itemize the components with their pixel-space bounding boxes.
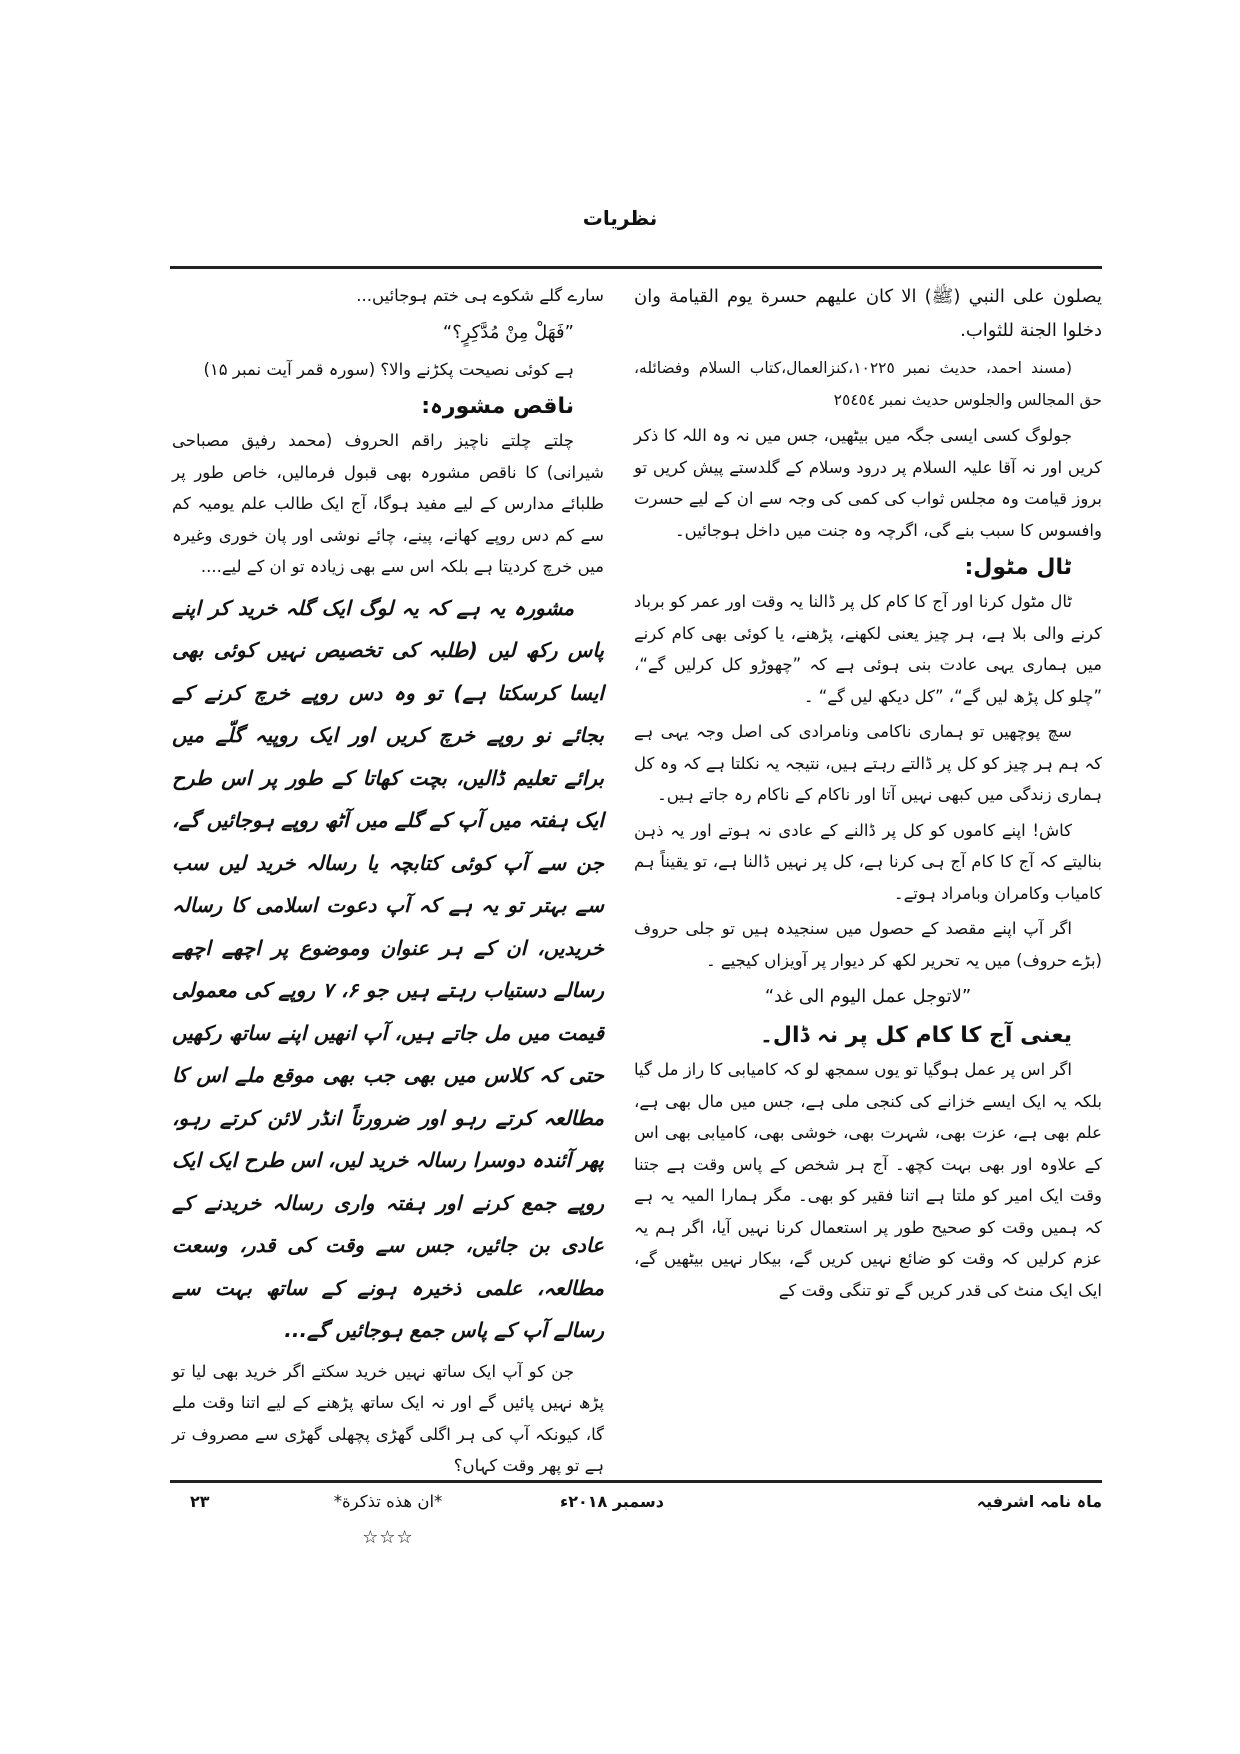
paragraph: چلتے چلتے ناچیز راقم الحروف (محمد رفیق مصباحی شیرانی) کا ناقص مشورہ بھی قبول فرمالیں، خاص طور پر طلبائے مدارس کے لیے مفید ہوگا، آج ایک طالب علم یومیہ کم سے کم دس روپے کھانے، پینے، چائے نوشی اور پان خوری وغیرہ میں خرچ کردیتا ہے بلکہ اس سے بھی زیادہ تو ان کے لیے.... <box>172 431 604 576</box>
verse-translation: ہے کوئی نصیحت پکڑنے والا؟ (سورہ قمر آیت نمبر ۱۵) <box>203 359 574 379</box>
paragraph: جولوگ کسی ایسی جگہ میں بیٹھیں، جس میں نہ وہ اللہ کا ذکر کریں اور نہ آقا علیہ السلام پر درود وسلام کے گلدستے پیش کریں تو بروز قیامت وہ مجلس ثواب کی کمی کی وجہ سے ان کے لیے حسرت وافسوس کا سبب بنے گی، اگرچہ وہ جنت میں داخل ہوجائیں۔ <box>634 426 1102 540</box>
paragraph: سچ پوچھیں تو ہماری ناکامی ونامرادی کی اصل وجہ یہی ہے کہ ہم ہر چیز کو کل پر ڈالتے رہتے ہیں، نتیجہ یہ نکلتا ہے کہ وہ کل ہماری زندگی میں کبھی نہیں آتا اور ناکام کے ناکام رہ جاتے ہیں۔ <box>634 722 1102 804</box>
paragraph: ٹال مٹول کرنا اور آج کا کام کل پر ڈالنا یہ وقت اور عمر کو برباد کرنے والی بلا ہے، ہر چیز یعنی لکھنے، پڑھنے، یا کوئی بھی کام کرنے میں ہماری یہی عادت بنی ہوئی ہے کہ ”چھوڑو کل کرلیں گے“، ”چلو کل پڑھ لیں گے“، ”کل دیکھ لیں گے“ ۔ <box>634 592 1102 706</box>
section-heading: ٹال مٹول: <box>964 555 1072 580</box>
left-column <box>172 280 604 1548</box>
paragraph: کاش! اپنے کاموں کو کل پر ڈالنے کے عادی نہ ہوتے اور یہ ذہن بنالیتے کہ آج کا کام آج ہی کرنا ہے، کل پر نہیں ڈالنا ہے، تو یقیناً ہم کامیاب وکامران وبامراد ہوتے۔ <box>634 820 1102 903</box>
hadith-text: يصلون على النبي (ﷺ) الا كان عليهم حسرة يوم القيامة وان دخلوا الجنة للثواب. <box>634 286 1102 341</box>
footer-divider <box>170 1480 1102 1483</box>
header-divider <box>170 266 1102 269</box>
section-title: نظریات <box>582 206 658 230</box>
page-number: ۲۳ <box>190 1492 210 1511</box>
paragraph: جن کو آپ ایک ساتھ نہیں خرید سکتے اگر خرید بھی لیا تو پڑھ نہیں پائیں گے اور نہ ایک ساتھ پڑھنے کے لیے اتنا وقت ملے گا، کیونکہ آپ کی ہر اگلی گھڑی پچھلی گھڑی سے مصروف تر ہے تو پھر وقت کہاں؟ <box>172 1361 604 1475</box>
arabic-quote: ”لاتوجل عمل اليوم الى غد“ <box>764 986 972 1007</box>
footer-date: دسمبر ۲۰۱۸ء <box>560 1492 664 1511</box>
footer-magazine-name: ماہ نامہ اشرفیہ <box>976 1492 1102 1511</box>
section-heading: ناقص مشورہ: <box>421 394 574 419</box>
stars-ornament: ☆☆☆ <box>362 1527 414 1548</box>
bold-paragraph: مشورہ یہ ہے کہ یہ لوگ ایک گلہ خرید کر اپنے پاس رکھ لیں (طلبہ کی تخصیص نہیں کوئی بھی ایسا کرسکتا ہے) تو وہ دس روپے خرچ کرنے کے بجائے نو روپے خرچ کریں اور ایک روپیہ گلّے میں برائے تعلیم ڈالیں، بچت کھاتا کے طور پر اس طرح ایک ہفتہ میں آپ کے گلے میں آٹھ روپے ہوجائیں گے، جن سے آپ کوئی کتابچہ یا رسالہ خرید لیں سب سے بہتر تو یہ ہے کہ آپ دعوت اسلامی کا رسالہ خریدیں، ان کے ہر عنوان وموضوع پر اچھے اچھے رسالے دستیاب رہتے ہیں جو ۶، ۷ روپے کی معمولی قیمت میں مل جاتے ہیں، آپ انھیں اپنے ساتھ رکھیں حتی کہ کلاس میں بھی جب بھی موقع ملے اس کا مطالعہ کرتے رہو اور ضرورتاً انڈر لائن کرتے رہو، پھر آئندہ دوسرا رسالہ خرید لیں، اس طرح ایک ایک روپے جمع کرنے اور ہفتہ واری رسالہ خریدنے کے عادی بن جائیں، جس سے وقت کی قدر، وسعت مطالعہ، علمی ذخیرہ ہونے کے ساتھ بہت سے رسالے آپ کے پاس جمع ہوجائیں گے... <box>172 595 604 1342</box>
right-column <box>634 280 1102 1310</box>
hadith-reference: (مسند احمد، حديث نمبر ١٠٢٢٥،كنزالعمال،كتاب السلام وفضائله، حق المجالس والجلوس حديث نمبر ٢٥٤٥٤ <box>634 359 1102 409</box>
section-heading: یعنی آج کا کام کل پر نہ ڈال۔ <box>759 1023 1072 1048</box>
paragraph: اگر آپ اپنے مقصد کے حصول میں سنجیدہ ہیں تو جلی حروف (بڑے حروف) میں یہ تحریر لکھ کر دیوار پر آویزاں کیجیے ۔ <box>634 919 1102 970</box>
paragraph: سارے گلے شکوے ہی ختم ہوجائیں... <box>356 286 604 305</box>
quran-verse: ”فَهَلْ مِنْ مُدَّكِرٍ؟“ <box>442 321 574 343</box>
closing-line: *ان هذه تذكرة* <box>333 1491 443 1511</box>
paragraph: اگر اس پر عمل ہوگیا تو یوں سمجھ لو کہ کامیابی کا راز مل گیا بلکہ یہ ایک ایسے خزانے کی کنجی ملی ہے، جس میں مال بھی ہے، علم بھی ہے، عزت بھی، شہرت بھی، خوشی بھی، کامیابی بھی اس کے علاوہ اور بھی بہت کچھ۔ آج ہر شخص کے پاس وقت ہے جتنا وقت ایک امیر کو ملتا ہے اتنا فقیر کو بھی۔ مگر ہمارا المیہ یہ ہے کہ ہمیں وقت کو صحیح طور پر استعمال کرنا نہیں آیا، اگر ہم یہ عزم کرلیں کہ وقت کو ضائع نہیں کریں گے، بیکار نہیں بیٹھیں گے، ایک ایک منٹ کی قدر کریں گے تو تنگی وقت کے <box>634 1060 1102 1300</box>
